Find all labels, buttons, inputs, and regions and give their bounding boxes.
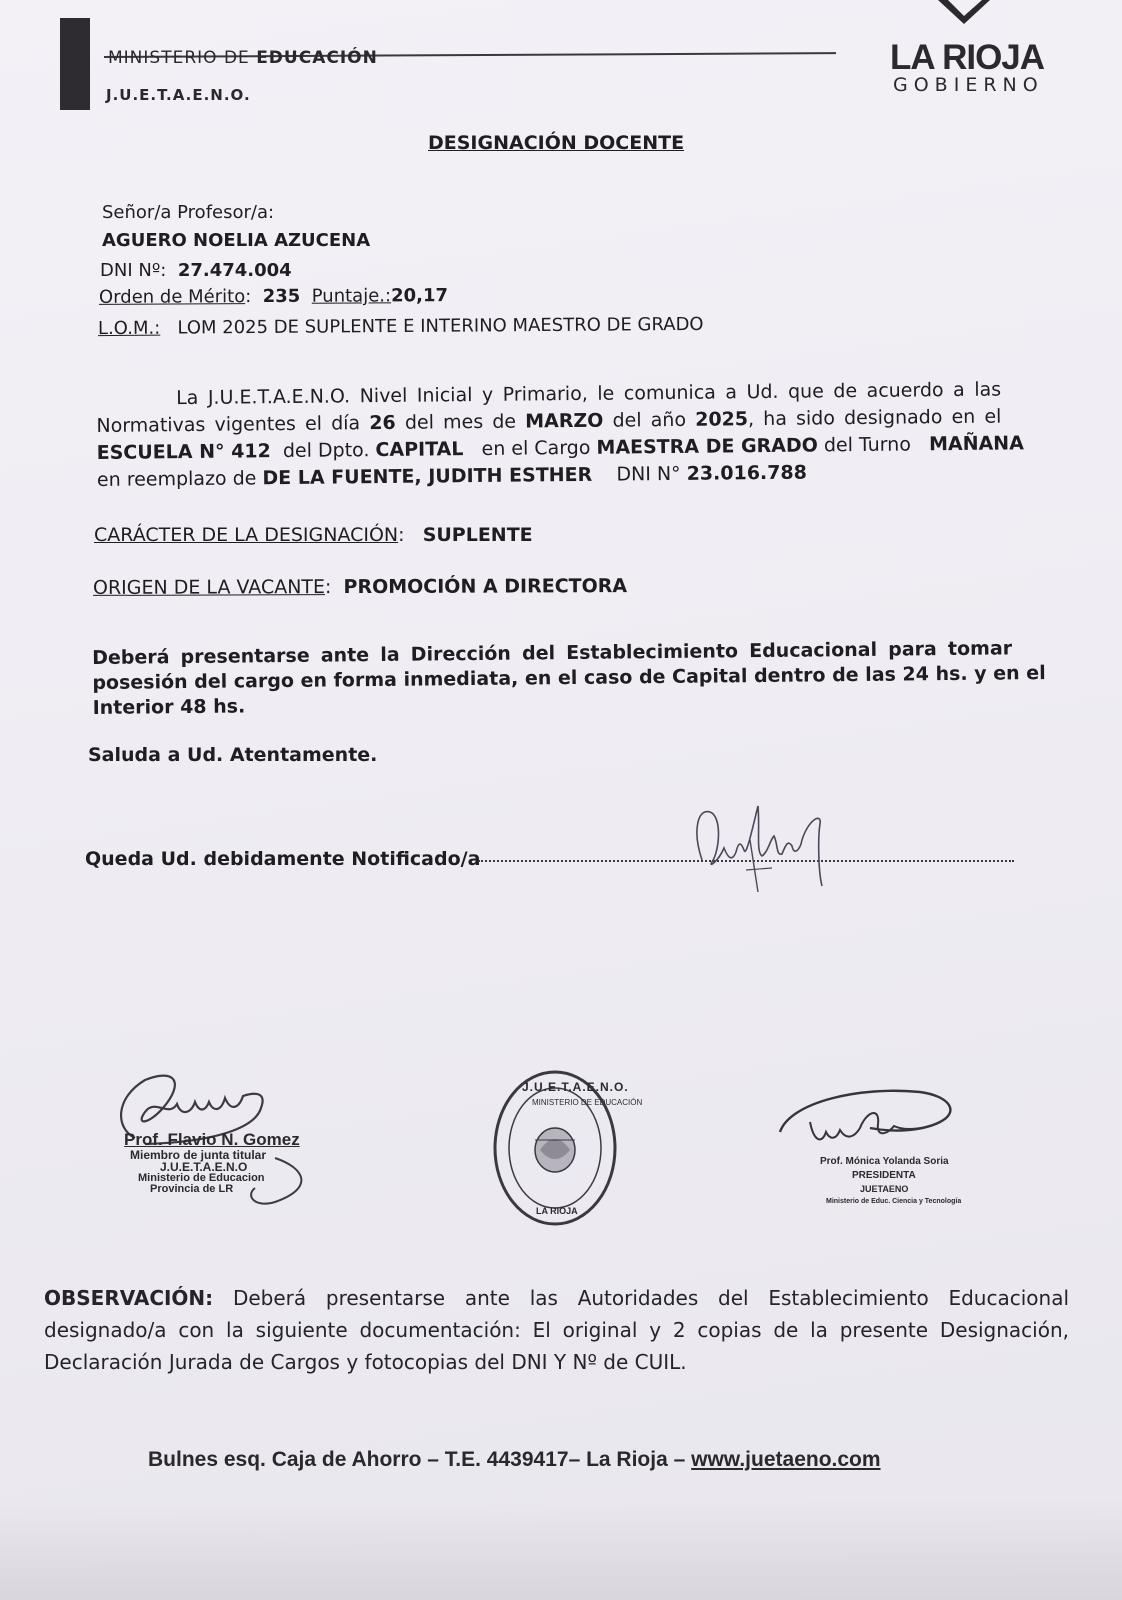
agency-name: J.U.E.T.A.E.N.O. xyxy=(106,86,251,104)
left-stamp-province: Provincia de LR xyxy=(150,1183,234,1195)
seal-top-text: J.U.E.T.A.E.N.O. xyxy=(522,1080,629,1094)
website-link[interactable]: www.juetaeno.com xyxy=(691,1448,881,1471)
salutation: Señor/a Profesor/a: xyxy=(102,202,275,223)
la-rioja-logo-mark xyxy=(930,0,1000,28)
closing-text: Saluda a Ud. Atentamente. xyxy=(88,744,378,766)
gobierno-logo-text: GOBIERNO xyxy=(893,74,1044,96)
dni-line: DNI Nº: 27.474.004 xyxy=(100,260,292,281)
right-stamp-agency: JUETAENO xyxy=(860,1184,909,1194)
header-bar xyxy=(60,18,90,110)
left-stamp-agency: J.U.E.T.A.E.N.O xyxy=(160,1160,248,1174)
merit-line: Orden de Mérito: 235 Puntaje.:20,17 xyxy=(98,285,449,308)
left-stamp-name: Prof. Flavio N. Gomez xyxy=(124,1130,300,1149)
footer-address: Bulnes esq. Caja de Ahorro – T.E. 4439417– La Rioja – www.juetaeno.com xyxy=(148,1448,881,1471)
vacancy-origin: ORIGEN DE LA VACANTE: PROMOCIÓN A DIRECTORA xyxy=(92,575,628,599)
instruction-paragraph: Deberá presentarse ante la Dirección del Establecimiento Educacional para tomar posesión del cargo en forma inmediata, en el caso de Capital dentro de las 24 hs. y en el Interior 48 hs. xyxy=(92,637,1046,719)
teacher-name: AGUERO NOELIA AZUCENA xyxy=(102,230,371,251)
designation-character: CARÁCTER DE LA DESIGNACIÓN: SUPLENTE xyxy=(94,524,533,546)
seal-ring-text: MINISTERIO DE EDUCACIÓN xyxy=(532,1098,643,1107)
left-stamp-ministry: Ministerio de Educacion xyxy=(138,1172,265,1184)
seal-bottom-text: LA RIOJA xyxy=(536,1206,578,1216)
lom-line: L.O.M.: LOM 2025 DE SUPLENTE E INTERINO MAESTRO DE GRADO xyxy=(97,313,704,340)
notification-label: Queda Ud. debidamente Notificado/a xyxy=(85,848,481,870)
la-rioja-logo: LA RIOJA xyxy=(890,38,1045,77)
right-stamp-role: PRESIDENTA xyxy=(852,1170,916,1181)
left-stamp-role: Miembro de junta titular xyxy=(130,1148,267,1162)
ministry-name: MINISTERIO DE EDUCACIÓN xyxy=(108,48,378,68)
recipient-signature xyxy=(690,800,850,900)
right-stamp-name: Prof. Mónica Yolanda Soria xyxy=(820,1156,949,1167)
document-title: DESIGNACIÓN DOCENTE xyxy=(428,132,685,154)
observation-paragraph: OBSERVACIÓN: Deberá presentarse ante las Autoridades del Establecimiento Educacional designado/a con la siguiente documentación: El original y 2 copias de la presente Designación, Declaración Jurada de Cargos y fotocopias del DNI Y Nº de CUIL. xyxy=(44,1286,1070,1374)
designation-paragraph: La J.U.E.T.A.E.N.O. Nivel Inicial y Primario, le comunica a Ud. que de acuerdo a las Normativas vigentes el día 26 del mes de MARZO del año 2025, ha sido designado en el ESCUELA N° 412 del Dpto. CAPITAL en el Cargo MAESTRA DE GRADO del Turno MAÑANA en reemplazo de DE LA FUENTE, JUDITH ESTHER DNI N° 23.016.788 xyxy=(96,378,1024,491)
observation-label: OBSERVACIÓN: xyxy=(44,1286,214,1310)
right-stamp-ministry: Ministerio de Educ. Ciencia y Tecnología xyxy=(826,1198,962,1205)
